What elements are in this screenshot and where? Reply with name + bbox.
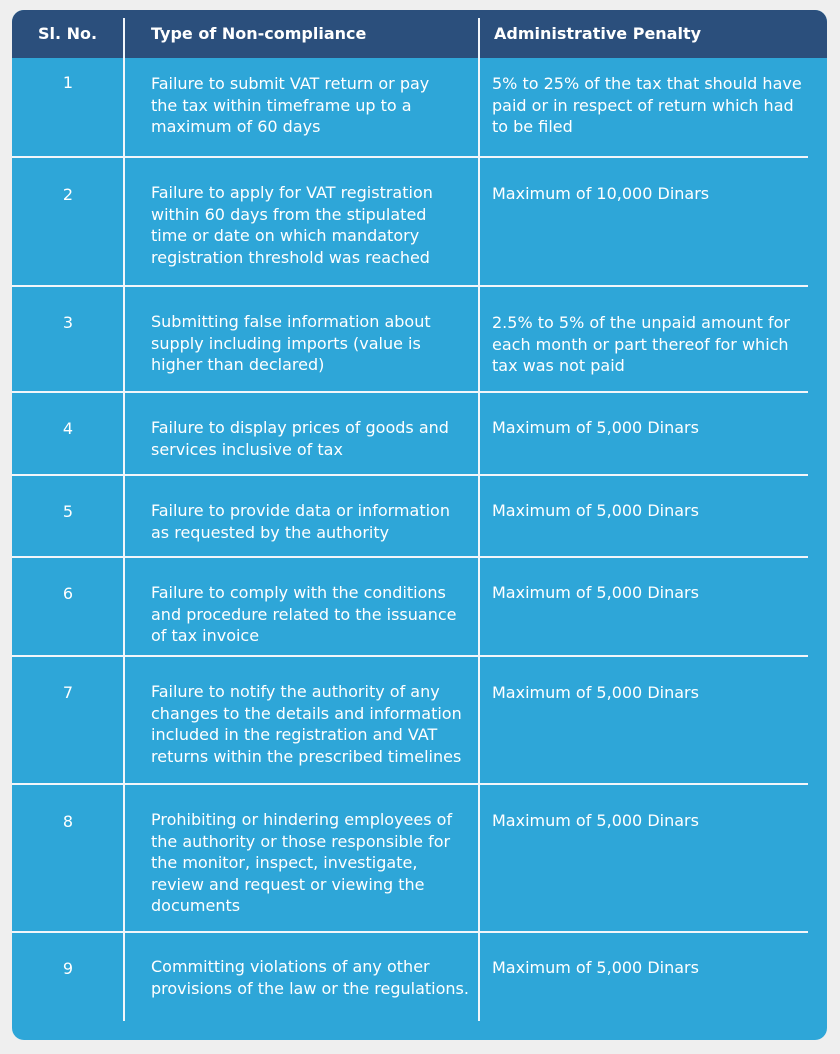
non-compliance-type: Failure to apply for VAT registration within 60 days from the stipulated time or date on which mandatory registration threshold was reached xyxy=(151,183,433,267)
administrative-penalty: 2.5% to 5% of the unpaid amount for each month or part thereof for which tax was not paid xyxy=(492,313,790,376)
header-penalty: Administrative Penalty xyxy=(494,24,702,43)
row-number: 4 xyxy=(62,419,74,438)
row-divider xyxy=(12,556,808,558)
administrative-penalty: Maximum of 5,000 Dinars xyxy=(492,501,699,520)
administrative-penalty: 5% to 25% of the tax that should have paid or in respect of return which had to be filed xyxy=(492,74,802,137)
row-divider xyxy=(12,474,808,476)
row-divider xyxy=(12,391,808,393)
non-compliance-type: Failure to submit VAT return or pay the tax within timeframe up to a maximum of 60 days xyxy=(151,74,430,137)
table-header xyxy=(12,10,827,58)
non-compliance-type: Submitting false information about supply including imports (value is higher than declared) xyxy=(151,312,431,375)
administrative-penalty: Maximum of 10,000 Dinars xyxy=(492,184,710,203)
row-number: 5 xyxy=(62,502,74,521)
administrative-penalty: Maximum of 5,000 Dinars xyxy=(492,683,699,702)
non-compliance-type: Failure to provide data or information as requested by the authority xyxy=(151,501,450,542)
row-divider xyxy=(12,931,808,933)
row-number: 9 xyxy=(62,959,74,978)
administrative-penalty: Maximum of 5,000 Dinars xyxy=(492,418,699,437)
header-type: Type of Non-compliance xyxy=(151,24,367,43)
administrative-penalty: Maximum of 5,000 Dinars xyxy=(492,958,699,977)
row-number: 2 xyxy=(62,185,74,204)
administrative-penalty: Maximum of 5,000 Dinars xyxy=(492,583,699,602)
non-compliance-type: Committing violations of any other provisions of the law or the regulations. xyxy=(151,957,469,998)
non-compliance-type: Prohibiting or hindering employees of the authority or those responsible for the monitor, inspect, investigate, review and request or viewing the documents xyxy=(151,810,453,916)
row-number: 7 xyxy=(62,683,74,702)
non-compliance-type: Failure to display prices of goods and services inclusive of tax xyxy=(151,418,449,459)
row-number: 6 xyxy=(62,584,74,603)
row-divider xyxy=(12,285,808,287)
non-compliance-type: Failure to notify the authority of any changes to the details and information included in the registration and VAT returns within the prescribed timelines xyxy=(151,682,462,766)
row-divider xyxy=(12,783,808,785)
row-divider xyxy=(12,655,808,657)
row-number: 8 xyxy=(62,812,74,831)
row-divider xyxy=(12,156,808,158)
header-sl-no: Sl. No. xyxy=(38,24,98,43)
row-number: 3 xyxy=(62,313,74,332)
administrative-penalty: Maximum of 5,000 Dinars xyxy=(492,811,699,830)
row-number: 1 xyxy=(62,73,74,92)
penalty-table xyxy=(12,10,827,1040)
non-compliance-type: Failure to comply with the conditions and procedure related to the issuance of tax invoice xyxy=(151,583,457,646)
